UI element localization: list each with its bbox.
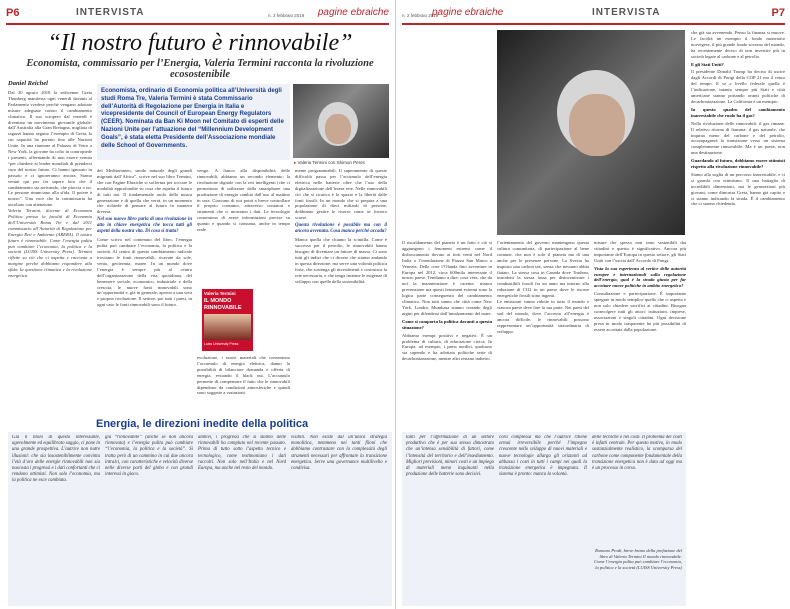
right-text-column-1: Il riscaldamento del pianeta è un fatto e ciò si aggiungono i fenomeni estremi come il disboscamento dovuto ai forti venti nel Nord Italia o l’inondazione di Piazza San Marco a Venezia. Delle cose l’Olanda fino avventure in Europa nel 2012, circa 600mila interessate il nostro paese. Tendiamo a dire, cosa vera, che da noi la manutenzione è carente, manca prevenzione ma questi fenomeni estremi sono la logica parte conseguenza del cambiamento climatico. Non tutti sanno che città come New York, Londra, Mumbasa stanno creando degli argini per difendersi dall’innalzamento del mare. Come si comporta la politica davanti a questa situazione? Abbiamo esempi positivi e negativi. È un problema di cultura, di educazione civica. In Europa, ad esempio, i paesi nordici, qualcuno sta capendo e ha adottato politiche serie di decarbonizzazione, mentre altri restano indietro.	[402, 240, 492, 362]
right-text-column-2: l’orientamento del governo mantengono questa cultura comunitaria, di partecipazione al bene comune, che non è solo il pianeta ma di una anche per le presenze persone. La Svezia ha imposto una carbon tax, senza che nessuno abbia fiatato. La stessa cosa in Canada dove Trudeau, introdotti la stessa tassa per disincentivare i combustibili fossili fra un anno ma intorno alla riduzione di CO2 in un paese dove le risorse energetiche fossili sono ingenti. Le emissioni vanno ridotte in tutto il mondo e ciascun paese deve fare la sua parte. Nei paesi del sud del mondo, dove l’accesso all’energia è ancora difficile, le rinnovabili possono rappresentare un’opportunità straordinaria di sviluppo.	[497, 240, 589, 334]
issue-date-right: n. 2 febbraio 2019	[402, 13, 439, 18]
page-header-right	[402, 7, 785, 25]
right-page	[395, 0, 790, 609]
text-column-4: mente programmabili. Il superamento di queste difficoltà passa per l’accumulo dell’energia elettrica nelle batterie oltre che l’uso della digitalizzazione dell’intera rete. Nelle rinnovabili ciò che si ricarica è lo spazio e la libertà dalle fonti fossili. In un mondo che si prepara a una popolazione di dieci miliardi di persone, dobbiamo gestire le risorse come se fossero scarse. Questa rivoluzione è possibile ma con il ancora avvenuta. Cosa manca perché accada? Manca quella che chiamo la scintilla. Come è successo per il petrolio, le rinnovabili hanno bisogno di diventare un fattore di massa. Ci sono tutti gli indizi che ci dicono che stiamo andando in questa direzione: ma serve una volontà politica forte, che sostenga gli investimenti e costruisca la rete necessaria, e che tenga insieme le esigenze di sviluppo con quelle della sostenibilità.	[295, 168, 387, 284]
article-title: “Il nostro futuro è rinnovabile”	[47, 30, 353, 56]
intro-box: Economista, ordinario di Economia politica all’Università degli studi Roma Tre, Valeria Termini è stata Commissario dell’Autorità di Regolazione per Energia in Italia e vicepresidente del Council of European Energy Regulators (CEER). Nominata da Ban Ki Moon nel Comitato di esperti delle Nazioni Unite per l’attuazione del “Millennium Development Goals”, è stata eletta Presidente dell’Associazione mondiale delle School of Governments.	[97, 84, 290, 160]
section-label: INTERVISTA	[76, 7, 145, 18]
text-column-3b: evoluzione, i nuovi materiali che consentono l’accumulo di energia elettrica, danno la possibilità di bilanciare domanda e offerta di energia, evitando il black out. L’accumulo permette di compensare il fatto che le rinnovabili dipendono da condizioni atmosferiche e quindi sono soggette a variazioni.	[197, 355, 290, 396]
right-text-column-4: che già sta avvenendo. Penso la finanza si muove. Le facoltà un esempio il fondo monetario norvegese, il più grande fondo sovrano del mondo, ha recentemente deciso di non investire più in società legate al carbone e al petrolio. E gli Stati Uniti? Il presidente Donald Trump ha deciso di uscire dagli Accordi di Parigi della COP 21 ma il vento del tempo. E se a livello federale quella è l’indicazione, intanto sempre più Stati e città americane stanno portando avanti politiche di decarbonizzazione. La California è un esempio. In questo quadro del cambiamento inarrestabile che ruolo ha il gas? Nella rivoluzione delle rinnovabili, il gas rimane. Il relativo ritorno di fiamma: il gas naturale, che inquina meno del carbone e del petrolio, accompagnerà la transizione verso un sistema completamente rinnovabile. Ma è un ponte, non una destinazione. Guardando al futuro, dobbiamo essere ottimisti rispetto alla rivoluzione rinnovabile? Siamo alla soglia di un percorso inarrestabile, e ci si guarda con ottimismo. Il una battaglia di incredibili dimensioni, ma le generazioni più giovani, come dimostra Greta, hanno già capito e ci stanno indicando la strada. È il cambiamento che ci stanno chiedendo.	[691, 30, 785, 207]
section-label-right: INTERVISTA	[592, 7, 661, 18]
portrait-face-shape	[569, 94, 625, 156]
right-box-column-1: tanti per l’affermazione di un settore produttivo che è per suo stesso dimostrato che un’intensa sensibilità di fattori, come l’intensità del territorio e dell’insediamento. Migliori previsioni, minori costi e un impiego di materiali meno inquinanti nella produzione delle batterie sono decisivi.	[406, 435, 494, 478]
issue-date: n. 2 febbraio 2019	[268, 13, 305, 18]
interview-photo	[293, 84, 389, 158]
text-column-3: vengo. A fianco alla disponibilità delle rinnovabili, abbiamo un secondo elemento: la rivoluzione digitale con la reti intelligenti (che ci permettono di utilizzare dalla smartphone una produzione di energia cambia dall’uso al mattino in sera. Ciascuno di noi potrà a breve controllare il proprio consumo, attraverso contatori e strumenti che ci mostrano i dati. Le tecnologie consentono di avere informazioni precise su quanto e quando si consuma, anche in tempo reale.	[197, 168, 290, 233]
box-signature: Romano Prodi, breve brano della prefazione del libro di Valeria Termini Il mondo rinnovabile. Come l’energia pulita può cambiare l’economia, la politica e la società (LUISS University Press)	[594, 548, 682, 570]
box-column-2: già “rinnovabile” (anche se non ancora rinnovata) e l’energia pulita può cambiare “l’economia, la politica e la società”. Si tratta però di un cammino in cui due ancora intralci, con caratteristiche e velocità diverse nelle diverse parti del globo e con grandi interessi in gioco.	[105, 435, 193, 478]
text-column-1: Dal 20 agosto 2018 la sedicenne Greta Thunberg manifesta ogni venerdì davanti al Parlamento svedese perché vengano adottate misure adeguate contro il cambiamento climatico. Il suo sciopero dal venerdì è diventato un movimento giovanile globale: dall’Australia alla Gran Bretagna, migliaia di ragazzi hanno seguito l’esempio di Greta, la cui capacità ha portato fino alle Nazioni Unite. In una riunione al Palazzo di Vetro a New York, la giovane ha colto in contropiede i presenti, affermando di non essere venuta “per chiedere ai leader mondiali di prendersi cura del nostro futuro. Ci hanno ignorato in passato e ci ignoreranno ancora. Siamo venuti qui per far sapere loro che il cambiamento sta arrivando, che piaccia o no. Le persone rinunciano alla sfida. Il potere è nostro”. Una voce che la commissaria ha ascoltato con attenzione. Valeria Termini, docente di Economia Politica presso la facoltà di Economia dell’Università Roma Tre e dal 2011 commissario all’Autorità di Regolazione per Energia Reti e Ambiente (ARERA). Il nostro futuro è rinnovabile. Come l’energia pulita può cambiare l’economia, la politica e la società (LUISS University Press). Termini riflette su ciò che ci aspetta e racconta a margine perché dobbiamo rispondere alla sfida: la questione climatica e la rivoluzione energetica.	[8, 90, 92, 279]
page-number: P6	[6, 7, 20, 19]
right-box-column-3: delle tecniche e nei costi. Il problema dei costi è infatti centrale. Per questo motivo, in modo sostanzialmente realistico, la scomparsa del carbone come componente fondamentale della transizione energetica non è data ad oggi ma è un processo in corso.	[592, 435, 682, 472]
page-header	[6, 7, 389, 25]
book-author: Valeria Termini	[204, 291, 236, 296]
box-column-1: Già il titolo di questo interessante, agevolmente ed equilibrato saggio, ci pone in una grande prospettiva. L’autrice non nutre illusioni: che sia insostenibilmente convinta l’età d’oro delle energie rinnovabili non sia nascosta i progressi e i dati confortanti che ci rendono ottimisti. Non solo l’economia, ma la politica ne esce cambiata.	[12, 435, 100, 484]
page-number-right: P7	[771, 7, 785, 19]
photo-caption: ▸ Valeria Termini con Shimon Peres	[294, 160, 365, 165]
book-publisher: Luiss University Press	[204, 342, 239, 346]
portrait-photo	[497, 30, 685, 235]
text-column-2: del Mediterraneo, snodo naturale degli grandi migranti dall’Africa”, scrive nel suo libro Termini, che con Pagine Ebraiche si sofferma per toccare le modalità approfondite su cosa che aspetta il futuro di tutti noi. Il fondamentale ruolo della nostra generazione e di quella che verrà, in un momento che richiede di pensare al futuro in maniera diversa. Nel suo nuovo libro parla di una rivoluzione in atto in chiave energetica che tocca tutti gli aspetti della nostra vita. Di cosa si tratta? Come scrivo nel contenuto del libro, l’energia pulita può cambiare l’economia, la politica e la società. Al centro di questo cambiamento radicale troviamo le fonti rinnovabili, ricavate da sole, vento, geotermia, maree. In un mondo dove l’energia è sempre più al centro dell’organizzazione della vita quotidiana, del benessere sociale, economico, industriale e della crescita, le nuove fonti rinnovabili sono un’opportunità e, già in generale, aprono a una vera e propria rivoluzione. Il settore, poi tutti i paesi, in ogni caso le fonti rinnovabili sono il futuro.	[97, 168, 192, 308]
brand-name-right: pagine ebraiche	[432, 7, 504, 18]
box-column-3: ambivi, i progressi che si stanno delle rinnovabili ha compiuto nel recente passato. Prima di tutto sotto l’aspetto tecnico e tecnologico, come testimoniano i dati raccolti. Non solo nell’Italia e nel Nord Europa, ma anche nel resto del mondo.	[198, 435, 286, 472]
book-cover-image	[204, 314, 251, 340]
box-column-4: visibili. Non esiste dal un’unica strategia monolitica, nemmeno nei tanti filoni che dobbiamo contrastare con la complessità degli strumenti necessari per affrontare la transizione energetica. Serve una governance multilivello e condivisa.	[291, 435, 387, 472]
book-cover	[202, 289, 253, 351]
box-title: Energia, le direzioni inedite della politica	[96, 418, 309, 430]
right-text-column-3: misure che spesso non sono sostenibili dai cittadini e questo è significativo. Ancora più importante dell’Europa in questo settore, gli Stati Uniti con l’uscita dall’Accordo di Parigi. Vista la sua esperienza al vertice delle autorità europee e internazionali sulla regolazione dell’energia, qual è la strada giusta per far accettare nuove politiche in ambito energetico? Consultazione e partecipazione. È importante spiegare in modo semplice quello che ci aspetta e non solo chiedere sacrifici ai cittadini. Bisogna coinvolgere tutti gli attori: istituzioni, imprese, associazioni e singoli cittadini. Ogni decisione presa in modo trasparente ha più possibilità di essere accettata dalla popolazione.	[594, 240, 686, 332]
article-subtitle: Economista, commissario per l’Energia, Valeria Termini racconta la rivoluzione ecosostenibile	[26, 58, 374, 80]
byline: Daniel Reichel	[8, 80, 48, 87]
right-box-column-2: cora complessa ma che l’autrice ritiene ormai irreversibile perché l’impegno crescente nello sviluppo di nuovi materiali e nuove tecnologie allarga gli orizzonti ad abbassa i costi in tutti i campi nei quali la transizione energetica è impegnata. Il sistema è pronto: manca la volontà.	[499, 435, 587, 478]
brand-name: pagine ebraiche	[317, 7, 389, 18]
photo-face-shape	[325, 114, 351, 144]
book-title: IL MONDO RINNOVABILE	[204, 298, 242, 311]
